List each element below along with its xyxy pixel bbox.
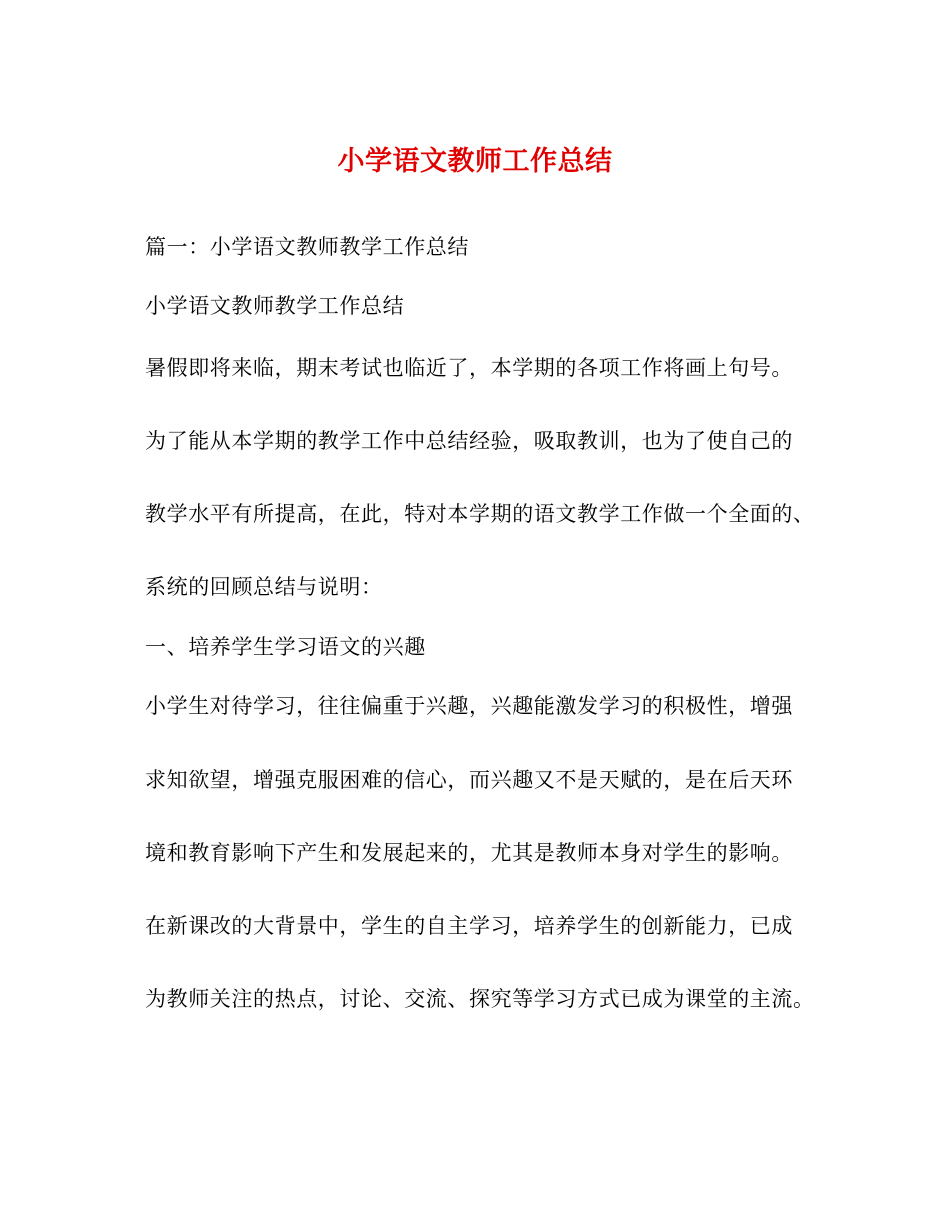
section-heading-part-one: 篇一：小学语文教师教学工作总结 [145,235,469,259]
document-title: 小学语文教师工作总结 [337,146,613,177]
paragraph-line: 在新课改的大背景中，学生的自主学习，培养学生的创新能力，已成 [145,914,793,938]
paragraph-line: 求知欲望，增强克服困难的信心，而兴趣又不是天赋的，是在后天环 [145,768,793,792]
paragraph-line: 为教师关注的热点，讨论、交流、探究等学习方式已成为课堂的主流。 [145,987,815,1011]
paragraph-line: 为了能从本学期的教学工作中总结经验，吸取教训，也为了使自己的 [145,429,793,453]
paragraph-line: 境和教育影响下产生和发展起来的，尤其是教师本身对学生的影响。 [145,841,793,865]
paragraph-line: 小学生对待学习，往往偏重于兴趣，兴趣能激发学习的积极性，增强 [145,694,793,718]
paragraph-line: 暑假即将来临，期末考试也临近了，本学期的各项工作将画上句号。 [145,356,793,380]
subtitle-line: 小学语文教师教学工作总结 [145,294,405,318]
paragraph-line: 系统的回顾总结与说明： [145,575,383,599]
paragraph-line: 教学水平有所提高，在此，特对本学期的语文教学工作做一个全面的、 [145,502,815,526]
section-heading-one: 一、培养学生学习语文的兴趣 [145,635,426,659]
